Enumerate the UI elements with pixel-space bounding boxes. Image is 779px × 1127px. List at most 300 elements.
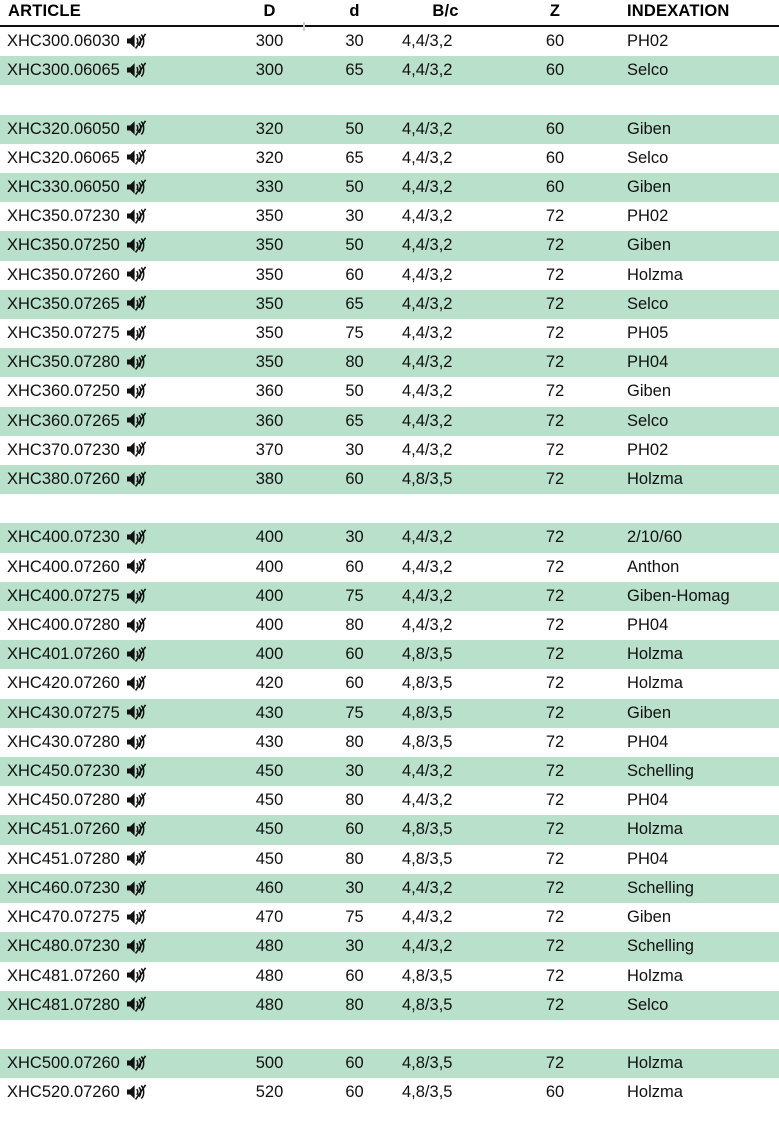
cell-d-outer: 420	[255, 674, 284, 693]
cell-indexation: Holzma	[627, 645, 683, 664]
article-code: XHC330.06050	[7, 178, 120, 197]
cell-bc: 4,8/3,5	[402, 995, 453, 1014]
speaker-mute-icon	[126, 62, 148, 78]
cell-d-bore: 30	[345, 32, 364, 50]
column-header-d-outer: D	[232, 0, 325, 26]
cell-z: 60	[545, 148, 565, 167]
speaker-mute-icon	[126, 208, 148, 224]
article-code: XHC350.07260	[7, 265, 120, 284]
speaker-mute-icon	[126, 441, 148, 457]
cell-z: 72	[545, 732, 565, 751]
cell-d-bore: 30	[345, 207, 364, 226]
table-row	[0, 991, 779, 1020]
article-code: XHC370.07230	[7, 440, 120, 459]
cell-z: 72	[545, 411, 565, 430]
cell-d-bore: 75	[345, 324, 364, 343]
cell-d-outer: 400	[255, 557, 284, 576]
cell-d-bore: 30	[345, 878, 364, 897]
table-spacer-row	[0, 494, 779, 523]
cell-indexation: PH04	[627, 791, 669, 810]
cell-indexation: Giben	[627, 178, 672, 197]
article-code: XHC350.07280	[7, 353, 120, 372]
cell-z: 72	[545, 207, 565, 226]
cell-indexation: 2/10/60	[627, 528, 683, 547]
table-row	[0, 523, 779, 552]
article-code: XHC400.07280	[7, 616, 120, 635]
article-code: XHC430.07280	[7, 732, 120, 751]
cell-z: 72	[545, 586, 565, 605]
cell-d-bore: 80	[345, 616, 364, 635]
table-body	[0, 26, 779, 1108]
cell-article	[0, 523, 232, 552]
cell-bc: 4,4/3,2	[402, 61, 453, 80]
cell-article	[0, 874, 232, 903]
cell-indexation: PH02	[627, 207, 669, 226]
cell-d-outer: 360	[255, 411, 284, 430]
cell-article	[0, 962, 232, 991]
cell-bc: 4,8/3,5	[402, 645, 453, 664]
cell-z: 72	[545, 791, 565, 810]
table-row	[0, 290, 779, 319]
speaker-mute-icon	[126, 295, 148, 311]
cell-z: 72	[545, 995, 565, 1014]
cell-z: 72	[545, 878, 565, 897]
cell-z: 72	[545, 1054, 565, 1073]
cell-article	[0, 728, 232, 757]
cell-indexation: PH02	[627, 440, 669, 459]
article-code: XHC300.06065	[7, 61, 120, 80]
article-code: XHC451.07280	[7, 849, 120, 868]
cell-d-outer: 350	[255, 236, 284, 255]
column-header-d-bore: d	[325, 0, 388, 26]
speaker-mute-icon	[126, 880, 148, 896]
spacer-cell	[0, 1020, 779, 1049]
cell-indexation: PH04	[627, 353, 669, 372]
cell-d-outer: 460	[255, 878, 284, 897]
table-row	[0, 640, 779, 669]
cell-d-bore: 50	[345, 382, 364, 401]
cell-z: 72	[545, 762, 565, 781]
cell-d-bore: 60	[345, 645, 364, 664]
article-code: XHC400.07230	[7, 528, 120, 547]
cell-bc: 4,4/3,2	[402, 32, 453, 50]
table-row	[0, 1078, 779, 1107]
speaker-mute-icon	[126, 763, 148, 779]
cell-d-bore: 50	[345, 119, 364, 138]
article-code: XHC470.07275	[7, 908, 120, 927]
cell-bc: 4,8/3,5	[402, 703, 453, 722]
cell-z: 60	[545, 119, 565, 138]
cell-article	[0, 757, 232, 786]
cell-bc: 4,8/3,5	[402, 1083, 453, 1102]
cell-d-outer: 450	[255, 762, 284, 781]
article-code: XHC430.07275	[7, 703, 120, 722]
speaker-mute-icon	[126, 354, 148, 370]
article-code: XHC350.07250	[7, 236, 120, 255]
cell-d-bore: 80	[345, 791, 364, 810]
article-code: XHC520.07260	[7, 1083, 120, 1102]
cell-d-outer: 470	[255, 908, 284, 927]
article-code: XHC401.07260	[7, 645, 120, 664]
table-row	[0, 348, 779, 377]
cell-indexation: Giben	[627, 703, 672, 722]
cell-z: 72	[545, 470, 565, 489]
cell-bc: 4,4/3,2	[402, 586, 453, 605]
cell-bc: 4,4/3,2	[402, 119, 453, 138]
cell-d-bore: 75	[345, 908, 364, 927]
article-code: XHC450.07230	[7, 762, 120, 781]
cell-d-bore: 80	[345, 732, 364, 751]
cell-bc: 4,4/3,2	[402, 148, 453, 167]
cell-indexation: Giben	[627, 382, 672, 401]
article-code: XHC500.07260	[7, 1054, 120, 1073]
column-header-bc: B/c	[388, 0, 503, 26]
cell-bc: 4,4/3,2	[402, 294, 453, 313]
cell-bc: 4,4/3,2	[402, 265, 453, 284]
cell-indexation: Giben-Homag	[627, 586, 730, 605]
speaker-mute-icon	[126, 237, 148, 253]
table-row	[0, 436, 779, 465]
cell-z: 72	[545, 294, 565, 313]
cell-article	[0, 144, 232, 173]
cell-d-bore: 60	[345, 557, 364, 576]
speaker-mute-icon	[126, 1084, 148, 1100]
cell-article	[0, 319, 232, 348]
cell-article	[0, 932, 232, 961]
table-spacer-row	[0, 85, 779, 114]
cell-indexation: Holzma	[627, 820, 683, 839]
cell-z: 72	[545, 966, 565, 985]
article-code: XHC360.07265	[7, 411, 120, 430]
speaker-mute-icon	[126, 704, 148, 720]
table-row	[0, 231, 779, 260]
cell-d-bore: 60	[345, 674, 364, 693]
cell-article	[0, 640, 232, 669]
table-row	[0, 319, 779, 348]
cell-bc: 4,8/3,5	[402, 674, 453, 693]
table-header	[0, 0, 779, 26]
cell-bc: 4,4/3,2	[402, 937, 453, 956]
cell-article	[0, 1078, 232, 1107]
cell-d-bore: 60	[345, 966, 364, 985]
speaker-mute-icon	[126, 734, 148, 750]
cell-bc: 4,8/3,5	[402, 849, 453, 868]
cell-indexation: Selco	[627, 294, 669, 313]
speaker-mute-icon	[126, 967, 148, 983]
cell-indexation: PH04	[627, 616, 669, 635]
cell-d-outer: 400	[255, 586, 284, 605]
spacer-cell	[0, 494, 779, 523]
speaker-mute-icon	[126, 383, 148, 399]
speaker-mute-icon	[126, 996, 148, 1012]
cell-bc: 4,4/3,2	[402, 762, 453, 781]
cell-d-outer: 380	[255, 470, 284, 489]
cell-d-outer: 320	[255, 119, 284, 138]
cell-article	[0, 582, 232, 611]
cell-article	[0, 786, 232, 815]
cell-article	[0, 261, 232, 290]
cell-indexation: PH04	[627, 849, 669, 868]
table-row	[0, 932, 779, 961]
cell-z: 72	[545, 440, 565, 459]
table-row	[0, 1049, 779, 1078]
cell-article	[0, 436, 232, 465]
cell-d-outer: 450	[255, 820, 284, 839]
article-code: XHC350.07230	[7, 207, 120, 226]
cell-bc: 4,4/3,2	[402, 908, 453, 927]
table-row	[0, 553, 779, 582]
cell-d-bore: 30	[345, 528, 364, 547]
cell-d-outer: 330	[255, 178, 284, 197]
cell-d-bore: 80	[345, 995, 364, 1014]
cell-z: 72	[545, 353, 565, 372]
cell-d-outer: 430	[255, 732, 284, 751]
cell-article	[0, 1049, 232, 1078]
speaker-mute-icon	[126, 529, 148, 545]
speaker-mute-icon	[126, 325, 148, 341]
article-code: XHC460.07230	[7, 878, 120, 897]
cell-indexation: Giben	[627, 908, 672, 927]
article-code: XHC350.07265	[7, 294, 120, 313]
cell-d-outer: 500	[255, 1054, 284, 1073]
table-row	[0, 786, 779, 815]
speaker-mute-icon	[126, 179, 148, 195]
print-artifact	[303, 22, 305, 31]
article-code: XHC380.07260	[7, 470, 120, 489]
cell-bc: 4,4/3,2	[402, 178, 453, 197]
cell-d-outer: 350	[255, 294, 284, 313]
cell-indexation: Selco	[627, 61, 669, 80]
cell-indexation: PH05	[627, 324, 669, 343]
cell-z: 72	[545, 265, 565, 284]
speaker-mute-icon	[126, 33, 148, 49]
table-row	[0, 845, 779, 874]
cell-d-bore: 30	[345, 937, 364, 956]
cell-article	[0, 173, 232, 202]
table-row	[0, 465, 779, 494]
speaker-mute-icon	[126, 792, 148, 808]
cell-z: 72	[545, 382, 565, 401]
cell-z: 60	[545, 32, 565, 50]
cell-z: 72	[545, 908, 565, 927]
table-row	[0, 26, 779, 56]
cell-article	[0, 845, 232, 874]
table-row	[0, 874, 779, 903]
cell-indexation: Schelling	[627, 762, 694, 781]
article-code: XHC420.07260	[7, 674, 120, 693]
cell-z: 72	[545, 820, 565, 839]
article-code: XHC320.06065	[7, 148, 120, 167]
table-row	[0, 757, 779, 786]
cell-d-outer: 350	[255, 265, 284, 284]
article-code: XHC300.06030	[7, 32, 120, 50]
cell-article	[0, 669, 232, 698]
cell-d-bore: 60	[345, 1054, 364, 1073]
cell-d-bore: 65	[345, 61, 364, 80]
cell-d-bore: 60	[345, 470, 364, 489]
cell-d-bore: 75	[345, 703, 364, 722]
cell-z: 60	[545, 178, 565, 197]
table-row	[0, 962, 779, 991]
cell-bc: 4,4/3,2	[402, 878, 453, 897]
cell-z: 60	[545, 1083, 565, 1102]
cell-z: 72	[545, 616, 565, 635]
spacer-cell	[0, 85, 779, 114]
column-header-article: ARTICLE	[0, 0, 232, 26]
cell-indexation: Selco	[627, 411, 669, 430]
cell-article	[0, 26, 232, 56]
cell-indexation: PH04	[627, 732, 669, 751]
cell-bc: 4,4/3,2	[402, 324, 453, 343]
table-header-row	[0, 0, 779, 26]
cell-indexation: Holzma	[627, 674, 683, 693]
cell-indexation: Giben	[627, 119, 672, 138]
table-row	[0, 115, 779, 144]
table-row	[0, 173, 779, 202]
speaker-mute-icon	[126, 149, 148, 165]
cell-d-outer: 520	[255, 1083, 284, 1102]
article-code: XHC400.07275	[7, 586, 120, 605]
cell-d-bore: 50	[345, 178, 364, 197]
cell-d-outer: 300	[255, 32, 284, 50]
table-row	[0, 582, 779, 611]
article-code: XHC360.07250	[7, 382, 120, 401]
cell-d-bore: 60	[345, 265, 364, 284]
cell-article	[0, 903, 232, 932]
cell-d-bore: 60	[345, 1083, 364, 1102]
cell-bc: 4,4/3,2	[402, 411, 453, 430]
cell-indexation: Anthon	[627, 557, 680, 576]
speaker-mute-icon	[126, 821, 148, 837]
cell-d-outer: 350	[255, 324, 284, 343]
article-code: XHC350.07275	[7, 324, 120, 343]
cell-d-bore: 30	[345, 440, 364, 459]
column-header-indexation: INDEXATION	[621, 0, 779, 26]
speaker-mute-icon	[126, 120, 148, 136]
cell-d-bore: 30	[345, 762, 364, 781]
cell-bc: 4,8/3,5	[402, 470, 453, 489]
cell-article	[0, 699, 232, 728]
article-code: XHC400.07260	[7, 557, 120, 576]
speaker-mute-icon	[126, 938, 148, 954]
cell-z: 72	[545, 674, 565, 693]
table-spacer-row	[0, 1020, 779, 1049]
cell-bc: 4,4/3,2	[402, 382, 453, 401]
cell-d-outer: 320	[255, 148, 284, 167]
table-row	[0, 56, 779, 85]
article-code: XHC320.06050	[7, 119, 120, 138]
cell-indexation: Giben	[627, 236, 672, 255]
cell-bc: 4,4/3,2	[402, 207, 453, 226]
table-row	[0, 407, 779, 436]
cell-indexation: Schelling	[627, 878, 694, 897]
speaker-mute-icon	[126, 558, 148, 574]
cell-z: 72	[545, 557, 565, 576]
cell-z: 72	[545, 703, 565, 722]
article-code: XHC480.07230	[7, 937, 120, 956]
speaker-mute-icon	[126, 675, 148, 691]
speaker-mute-icon	[126, 471, 148, 487]
table-row	[0, 699, 779, 728]
speaker-mute-icon	[126, 266, 148, 282]
cell-d-outer: 400	[255, 616, 284, 635]
speaker-mute-icon	[126, 588, 148, 604]
cell-bc: 4,4/3,2	[402, 236, 453, 255]
cell-bc: 4,8/3,5	[402, 1054, 453, 1073]
article-code: XHC481.07280	[7, 995, 120, 1014]
cell-bc: 4,4/3,2	[402, 353, 453, 372]
article-code: XHC450.07280	[7, 791, 120, 810]
cell-d-outer: 450	[255, 791, 284, 810]
cell-d-bore: 60	[345, 820, 364, 839]
cell-z: 60	[545, 61, 565, 80]
cell-z: 72	[545, 236, 565, 255]
cell-article	[0, 991, 232, 1020]
cell-d-outer: 370	[255, 440, 284, 459]
speaker-mute-icon	[126, 412, 148, 428]
cell-article	[0, 56, 232, 85]
cell-bc: 4,4/3,2	[402, 791, 453, 810]
cell-indexation: Schelling	[627, 937, 694, 956]
cell-article	[0, 115, 232, 144]
speaker-mute-icon	[126, 850, 148, 866]
column-header-z: Z	[503, 0, 621, 26]
cell-bc: 4,4/3,2	[402, 616, 453, 635]
cell-indexation: Holzma	[627, 1054, 683, 1073]
table-row	[0, 815, 779, 844]
table-row	[0, 202, 779, 231]
cell-d-bore: 80	[345, 849, 364, 868]
cell-z: 72	[545, 937, 565, 956]
cell-bc: 4,8/3,5	[402, 732, 453, 751]
table-row	[0, 377, 779, 406]
cell-d-outer: 480	[255, 966, 284, 985]
cell-bc: 4,8/3,5	[402, 820, 453, 839]
cell-d-bore: 65	[345, 411, 364, 430]
cell-indexation: Holzma	[627, 966, 683, 985]
table-row	[0, 261, 779, 290]
cell-z: 72	[545, 528, 565, 547]
table-row	[0, 144, 779, 173]
speaker-mute-icon	[126, 646, 148, 662]
cell-d-outer: 300	[255, 61, 284, 80]
cell-indexation: Holzma	[627, 265, 683, 284]
cell-bc: 4,4/3,2	[402, 440, 453, 459]
cell-d-bore: 65	[345, 148, 364, 167]
cell-d-outer: 350	[255, 207, 284, 226]
table-row	[0, 669, 779, 698]
cell-bc: 4,4/3,2	[402, 557, 453, 576]
cell-indexation: PH02	[627, 32, 669, 50]
speaker-mute-icon	[126, 617, 148, 633]
cell-article	[0, 231, 232, 260]
cell-d-bore: 80	[345, 353, 364, 372]
cell-d-bore: 50	[345, 236, 364, 255]
cell-article	[0, 465, 232, 494]
article-code: XHC451.07260	[7, 820, 120, 839]
cell-article	[0, 290, 232, 319]
cell-article	[0, 611, 232, 640]
cell-d-outer: 360	[255, 382, 284, 401]
cell-article	[0, 348, 232, 377]
cell-z: 72	[545, 324, 565, 343]
cell-d-outer: 350	[255, 353, 284, 372]
cell-indexation: Selco	[627, 995, 669, 1014]
cell-d-outer: 480	[255, 937, 284, 956]
cell-z: 72	[545, 849, 565, 868]
speaker-mute-icon	[126, 1055, 148, 1071]
cell-d-bore: 65	[345, 294, 364, 313]
